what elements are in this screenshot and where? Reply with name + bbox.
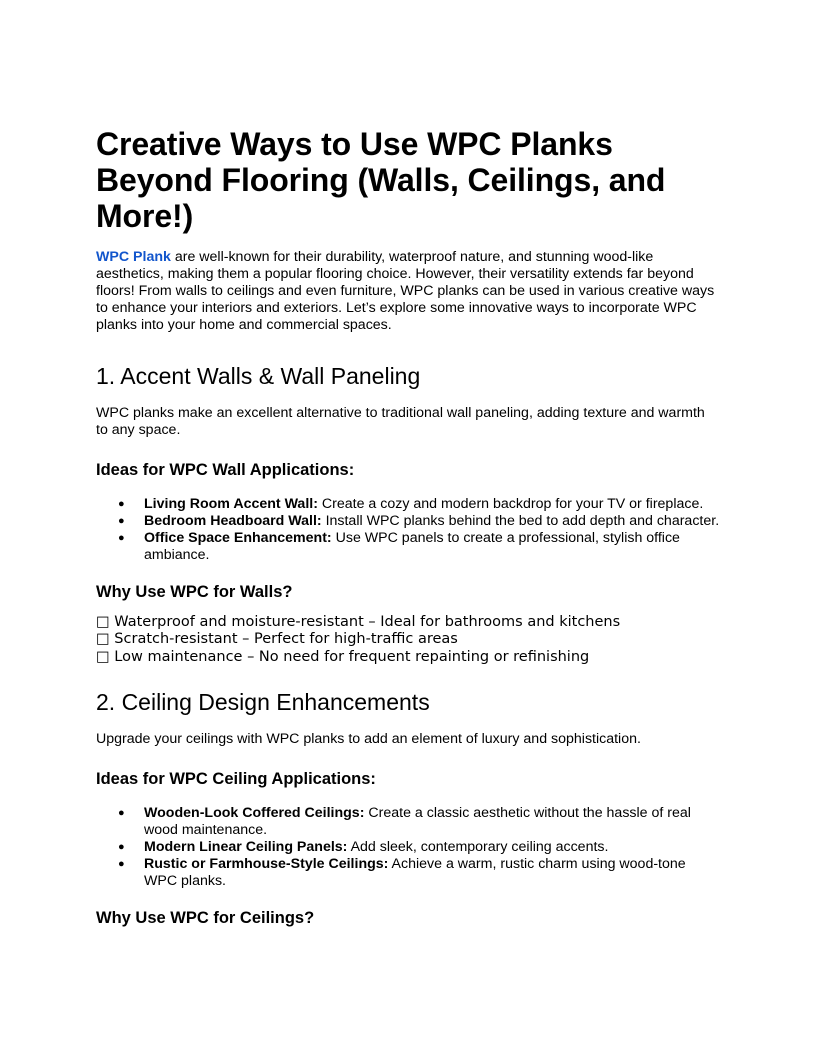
section1-why-heading: Why Use WPC for Walls? — [96, 583, 293, 601]
bullet-icon: ● — [118, 515, 125, 527]
list-item-label: Living Room Accent Wall: — [144, 496, 318, 512]
list-item-label: Modern Linear Ceiling Panels: — [144, 839, 348, 856]
list-item — [118, 496, 720, 513]
list-item — [118, 530, 720, 564]
document-page — [96, 126, 720, 944]
bullet-icon: ● — [118, 807, 125, 820]
list-item-label: Office Space Enhancement: — [144, 530, 332, 546]
list-item — [118, 513, 720, 530]
section2-heading: 2. Ceiling Design Enhancements — [96, 689, 430, 716]
section2-body: Upgrade your ceilings with WPC planks to add an element of luxury and sophistication. — [96, 731, 641, 748]
list-item-text: Add sleek, contemporary ceiling accents. — [347, 839, 609, 856]
list-item-text: Create a classic aesthetic without the hassle of real wood maintenance. — [144, 805, 691, 839]
intro-paragraph — [96, 249, 720, 334]
list-item — [118, 805, 720, 839]
list-item-text: Install WPC planks behind the bed to add depth and character. — [321, 513, 720, 529]
section1-heading: 1. Accent Walls & Wall Paneling — [96, 363, 421, 389]
why-item: □ Waterproof and moisture-resistant – Ideal for bathrooms and kitchens — [96, 614, 621, 630]
section2-ideas-list — [96, 805, 720, 890]
why-item: □ Low maintenance – No need for frequent repainting or refinishing — [96, 648, 590, 665]
list-item-label: Bedroom Headboard Wall: — [144, 513, 322, 529]
section1-ideas-list — [96, 496, 720, 564]
list-item — [118, 856, 720, 890]
section1-why-list — [96, 614, 720, 666]
list-item-label: Rustic or Farmhouse-Style Ceilings: — [144, 856, 389, 873]
list-item-label: Wooden-Look Coffered Ceilings: — [144, 805, 365, 822]
section1-body: WPC planks make an excellent alternative to traditional wall paneling, adding texture and warmth to any space. — [96, 405, 705, 438]
why-item: □ Scratch-resistant – Perfect for high-traffic areas — [96, 631, 458, 648]
page-title: Creative Ways to Use WPC Planks Beyond Flooring (Walls, Ceilings, and More!) — [96, 126, 666, 234]
bullet-icon: ● — [118, 841, 125, 854]
list-item-text: Create a cozy and modern backdrop for your TV or fireplace. — [317, 496, 704, 512]
section1-ideas-heading: Ideas for WPC Wall Applications: — [96, 461, 355, 479]
bullet-icon: ● — [118, 498, 125, 510]
list-item-text: Use WPC panels to create a professional, stylish office ambiance. — [144, 530, 680, 563]
list-item — [118, 839, 720, 856]
bullet-icon: ● — [118, 532, 125, 544]
bullet-icon: ● — [118, 858, 125, 871]
section2-why-heading: Why Use WPC for Ceilings? — [96, 909, 315, 928]
intro-text: are well-known for their durability, waterproof nature, and stunning wood-like aesthetics, making them a popular flooring choice. However, their versatility extends far beyond floors! From walls to ceilings and even furniture, WPC planks can be used in various creative ways to enhance your interiors and exteriors. Let’s explore some innovative ways to incorporate WPC planks into your home and commercial spaces. — [96, 249, 715, 333]
section2-ideas-heading: Ideas for WPC Ceiling Applications: — [96, 770, 376, 789]
wpc-plank-link[interactable]: WPC Plank — [96, 249, 171, 265]
list-item-text: Achieve a warm, rustic charm using wood-tone WPC planks. — [144, 856, 686, 890]
